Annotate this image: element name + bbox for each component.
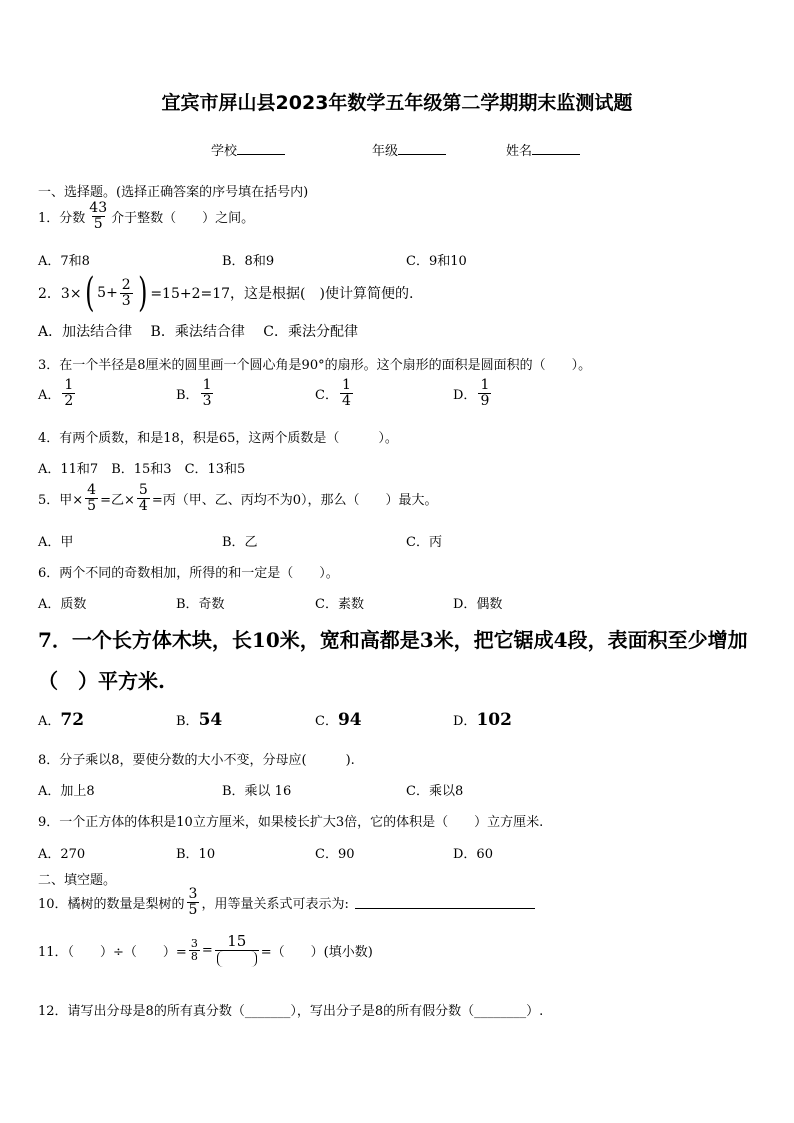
q9-option-c[interactable]: C．90 — [315, 847, 355, 862]
q3-a-fraction: $\frac{1}{2}$ — [64, 377, 74, 409]
q8-option-a[interactable]: A．加上8 — [38, 784, 95, 799]
q2-suffix: =15+2=17，这是根据( )使计算简便的. — [150, 286, 414, 302]
q10-prefix: 10．橘树的数量是梨树的 — [38, 896, 185, 912]
school-field — [211, 140, 285, 159]
section-1-heading: 一、选择题。(选择正确答案的序号填在括号内) — [38, 185, 309, 200]
q6-option-b[interactable]: B．奇数 — [176, 597, 225, 612]
question-12: 12．请写出分母是8的所有真分数（_______），写出分子是8的所有假分数（________）. — [38, 1004, 544, 1019]
q1-option-b[interactable]: B．8和9 — [222, 254, 275, 269]
question-3: 3．在一个半径是8厘米的圆里画一个圆心角是90°的扇形。这个扇形的面积是圆面积的（ ）。 — [38, 358, 592, 373]
q6-option-d[interactable]: D．偶数 — [453, 597, 503, 612]
q3-option-a[interactable]: A． $\frac{1}{2}$ — [38, 377, 74, 409]
q5-prefix: 5．甲× — [38, 492, 84, 508]
q3-option-d[interactable]: D． $\frac{1}{9}$ — [453, 377, 490, 409]
q8-option-b[interactable]: B．乘以 16 — [222, 784, 292, 799]
q2-inner: 5+ — [97, 285, 118, 301]
grade-field — [372, 140, 446, 159]
q1-option-c[interactable]: C．9和10 — [406, 254, 467, 269]
q11-fraction-blank: 15 — [215, 934, 259, 967]
q11-fraction: $\frac{3}{8}$ — [190, 937, 198, 963]
q7-option-d[interactable]: D．102 — [453, 710, 512, 730]
q5-fraction-1: $\frac{4}{5}$ — [87, 482, 97, 514]
question-4: 4．有两个质数，和是18，积是65，这两个质数是（ ）。 — [38, 431, 398, 446]
name-label: 姓名 — [506, 144, 533, 159]
q3-c-fraction: $\frac{1}{4}$ — [341, 377, 351, 409]
school-blank[interactable] — [237, 142, 285, 155]
q11-denominator-blank[interactable] — [217, 951, 257, 967]
q5-suffix: =丙（甲、乙、丙均不为0），那么（ ）最大。 — [151, 492, 438, 508]
name-field — [506, 140, 580, 159]
q6-option-c[interactable]: C．素数 — [315, 597, 364, 612]
page-title: 宜宾市屏山县2023年数学五年级第二学期期末监测试题 — [161, 92, 633, 114]
q3-option-b[interactable]: B． $\frac{1}{3}$ — [176, 377, 212, 409]
question-7-line-1: 7．一个长方体木块，长10米，宽和高都是3米，把它锯成4段，表面积至少增加 — [38, 628, 748, 652]
question-6: 6．两个不同的奇数相加，所得的和一定是（ ）。 — [38, 566, 339, 581]
q3-b-fraction: $\frac{1}{3}$ — [202, 377, 212, 409]
grade-label: 年级 — [372, 144, 399, 159]
question-11 — [38, 934, 373, 967]
q7-option-c[interactable]: C．94 — [315, 710, 362, 730]
q1-suffix: 介于整数（ ）之间。 — [111, 210, 255, 226]
q1-option-a[interactable]: A．7和8 — [38, 254, 90, 269]
q2-left-paren: ( — [84, 270, 95, 316]
q11-equals: = — [201, 942, 213, 958]
q11-suffix: =（ ）(填小数) — [260, 944, 373, 960]
q9-option-d[interactable]: D．60 — [453, 847, 493, 862]
q6-option-a[interactable]: A．质数 — [38, 597, 87, 612]
section-2-heading: 二、填空题。 — [38, 873, 117, 888]
q5-fraction-2: $\frac{5}{4}$ — [138, 482, 148, 514]
question-5 — [38, 483, 437, 513]
q2-prefix: 2．3× — [38, 286, 82, 302]
q2-right-paren: ) — [137, 270, 148, 316]
q4-options[interactable]: A．11和7 B．15和3 C．13和5 — [38, 462, 246, 477]
q2-options[interactable]: A．加法结合律 B．乘法结合律 C．乘法分配律 — [38, 324, 359, 340]
q8-option-c[interactable]: C．乘以8 — [406, 784, 464, 799]
q9-option-a[interactable]: A．270 — [38, 847, 86, 862]
q1-fraction: $\frac{43}{5}$ — [89, 200, 108, 232]
name-blank[interactable] — [532, 142, 580, 155]
question-1 — [38, 201, 254, 231]
grade-blank[interactable] — [398, 142, 446, 155]
q1-prefix: 1．分数 — [38, 210, 86, 226]
q10-answer-line[interactable] — [355, 896, 535, 909]
q3-option-c[interactable]: C． $\frac{1}{4}$ — [315, 377, 351, 409]
q9-option-b[interactable]: B．10 — [176, 847, 216, 862]
q10-fraction: $\frac{3}{5}$ — [188, 886, 198, 918]
q10-suffix: ，用等量关系式可表示为: — [201, 896, 349, 912]
question-2 — [38, 270, 414, 316]
question-9: 9．一个正方体的体积是10立方厘米，如果棱长扩大3倍，它的体积是（ ）立方厘米. — [38, 815, 544, 830]
q7-option-a[interactable]: A．72 — [38, 710, 85, 730]
q2-fraction: $\frac{2}{3}$ — [121, 276, 131, 309]
question-7-line-2: （ ）平方米. — [38, 669, 165, 693]
q3-d-fraction: $\frac{1}{9}$ — [480, 377, 490, 409]
q5-option-b[interactable]: B．乙 — [222, 535, 258, 550]
question-8: 8．分子乘以8，要使分数的大小不变，分母应( ). — [38, 753, 355, 768]
school-label: 学校 — [211, 144, 238, 159]
q5-middle: =乙× — [100, 492, 135, 508]
q7-option-b[interactable]: B．54 — [176, 710, 223, 730]
q11-prefix: 11．（ ）÷（ ）= — [38, 944, 187, 960]
q5-option-a[interactable]: A．甲 — [38, 535, 74, 550]
question-10 — [38, 887, 535, 917]
q5-option-c[interactable]: C．丙 — [406, 535, 442, 550]
